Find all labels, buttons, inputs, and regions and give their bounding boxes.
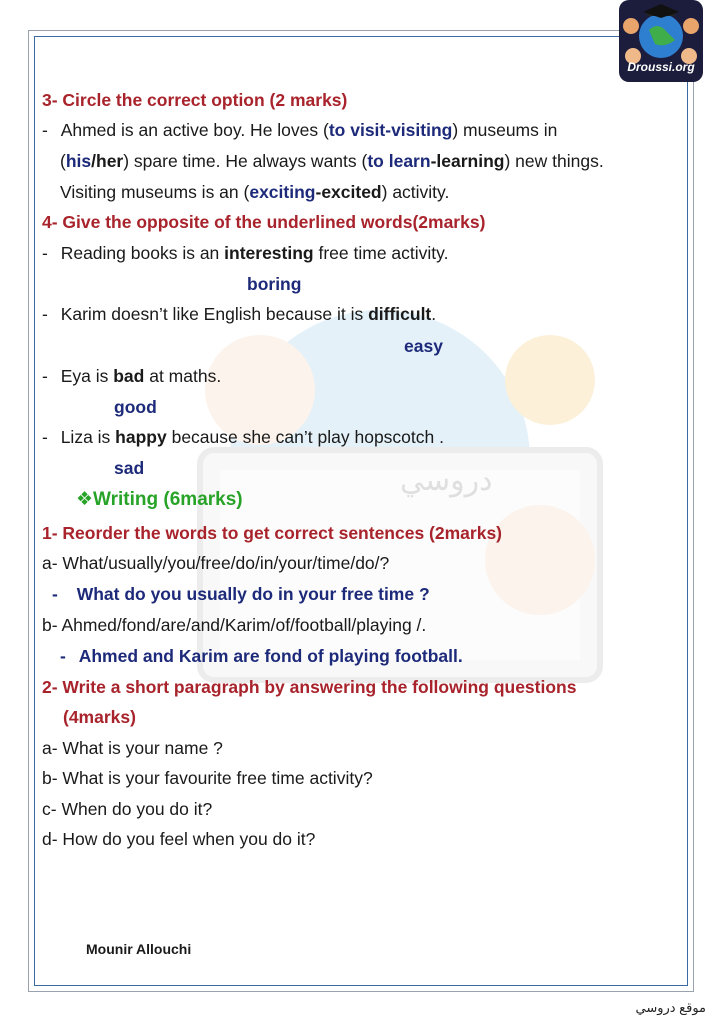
s4-answer-2: easy — [404, 336, 443, 356]
option: learning — [436, 151, 505, 171]
separator: - — [385, 120, 392, 140]
text: Eya is — [60, 366, 114, 386]
s4-answer-3: good — [114, 397, 157, 417]
separator: / — [91, 151, 96, 171]
option: excited — [321, 182, 382, 202]
q2-question-a: a- What is your name ? — [42, 738, 223, 758]
q2-question-b: b- What is your favourite free time activity? — [42, 768, 373, 788]
watermark-text: دروسي — [400, 464, 493, 497]
q1-a-answer — [52, 583, 430, 605]
text: Liza is — [60, 427, 116, 447]
underlined-word: difficult — [368, 304, 432, 324]
answer-text: Ahmed and Karim are fond of playing football. — [78, 646, 463, 666]
writing-q2-heading-line-1: 2- Write a short paragraph by answering the following questions — [42, 677, 577, 697]
dash: - — [52, 584, 58, 604]
s3-paragraph-line-3 — [60, 181, 449, 203]
text: ) spare time. He always wants ( — [123, 151, 368, 171]
s3-paragraph-line-2 — [60, 150, 604, 172]
option: exciting — [249, 182, 316, 202]
section-4-heading: 4- Give the opposite of the underlined words(2marks) — [42, 212, 486, 232]
author-name: Mounir Allouchi — [86, 941, 192, 957]
text: free time activity. — [313, 243, 449, 263]
text: at maths. — [144, 366, 222, 386]
underlined-word: interesting — [224, 243, 314, 263]
separator: - — [430, 151, 437, 171]
text: Ahmed is an active boy. He loves ( — [60, 120, 329, 140]
s4-answer-4: sad — [114, 458, 145, 478]
option: to learn — [367, 151, 431, 171]
dash: - — [60, 646, 66, 666]
site-footer[interactable]: موقع دروسي — [635, 1000, 706, 1015]
dash: - — [42, 304, 48, 324]
s4-item-3 — [42, 365, 221, 387]
q1-b-prompt: b- Ahmed/fond/are/and/Karim/of/football/playing /. — [42, 615, 427, 635]
dash: - — [42, 366, 48, 386]
text: because she can’t play hopscotch . — [166, 427, 444, 447]
text: ) activity. — [381, 182, 450, 202]
text: ) new things. — [504, 151, 604, 171]
option: to visit — [328, 120, 386, 140]
writing-title: Writing (6marks) — [93, 489, 243, 510]
section-3-heading: 3- Circle the correct option (2 marks) — [42, 90, 348, 110]
text: ( — [60, 151, 66, 171]
dash: - — [42, 120, 48, 140]
text: . — [431, 304, 437, 324]
logo-text: Droussi.org — [627, 60, 695, 74]
underlined-word: bad — [113, 366, 145, 386]
s4-item-4 — [42, 426, 444, 448]
q1-a-prompt: a- What/usually/you/free/do/in/your/time/do/? — [42, 553, 390, 573]
text: Visiting museums is an ( — [60, 182, 250, 202]
diamond-bullet-icon: ❖ — [76, 489, 94, 510]
q2-question-d: d- How do you feel when you do it? — [42, 829, 316, 849]
s4-item-1 — [42, 242, 448, 264]
s4-item-2 — [42, 303, 436, 325]
underlined-word: happy — [115, 427, 167, 447]
site-logo — [619, 0, 703, 82]
s4-answer-1: boring — [247, 274, 302, 294]
writing-q1-heading: 1- Reorder the words to get correct sentences (2marks) — [42, 523, 503, 543]
s3-paragraph-line-1 — [42, 119, 557, 141]
writing-q2-heading-line-2: (4marks) — [63, 707, 136, 727]
writing-heading — [76, 489, 243, 511]
q2-question-c: c- When do you do it? — [42, 799, 213, 819]
separator: - — [315, 182, 322, 202]
answer-text: What do you usually do in your free time ? — [76, 584, 430, 604]
q1-b-answer — [60, 645, 463, 667]
option: his — [65, 151, 92, 171]
dash: - — [42, 243, 48, 263]
dash: - — [42, 427, 48, 447]
text: Reading books is an — [60, 243, 225, 263]
option: visiting — [391, 120, 453, 140]
option: her — [96, 151, 124, 171]
text: ) museums in — [452, 120, 558, 140]
text: Karim doesn’t like English because it is — [60, 304, 369, 324]
